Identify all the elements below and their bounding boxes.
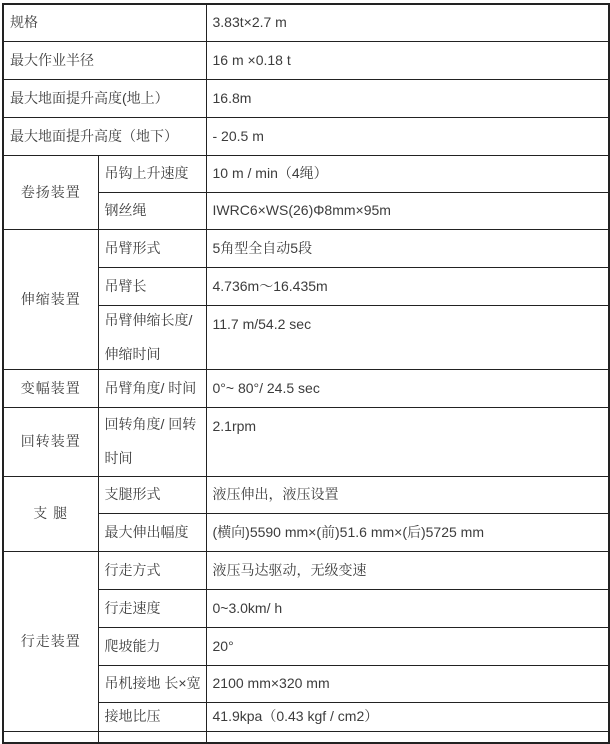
spec-value: 16.8m [206, 79, 609, 117]
spec-value: (横向)5590 mm×(前)51.6 mm×(后)5725 mm [206, 513, 609, 551]
section-label: 卷扬装置 [3, 155, 98, 229]
spec-value: 41.9kpa（0.43 kgf / cm2） [206, 702, 609, 731]
table-row [3, 476, 609, 513]
spec-label: 支腿形式 [98, 476, 206, 513]
section-label: 变幅装置 [3, 369, 98, 407]
spec-label: 吊臂角度/ 时间 [98, 369, 206, 407]
table-row [3, 407, 609, 476]
spec-label: 行走速度 [98, 589, 206, 627]
crane-spec-table [2, 3, 610, 744]
spec-label: 吊机接地 长×宽 [98, 665, 206, 702]
spec-value: 液压马达驱动，无级变速 [206, 551, 609, 589]
section-label: 行走装置 [3, 551, 98, 731]
spec-label: 接地比压 [98, 702, 206, 731]
table-row [3, 155, 609, 192]
spec-label: 钢丝绳 [98, 192, 206, 229]
table-row [3, 41, 609, 79]
spec-label: 最大伸出幅度 [98, 513, 206, 551]
spec-value: 2.1rpm [206, 407, 609, 476]
section-label: 支 腿 [3, 476, 98, 551]
table-row [3, 117, 609, 155]
table-row-partial [3, 731, 609, 743]
spec-value: - 20.5 m [206, 117, 609, 155]
spec-value: IWRC6×WS(26)Φ8mm×95m [206, 192, 609, 229]
spec-value: 5角型全自动5段 [206, 229, 609, 267]
spec-value-empty [206, 731, 609, 743]
spec-label-line: 回转角度/ 回转 [104, 416, 197, 432]
spec-label [98, 407, 206, 476]
spec-label-line: 伸缩时间 [104, 345, 161, 362]
spec-label: 最大地面提升高度(地上） [3, 79, 206, 117]
table-row [3, 369, 609, 407]
spec-value: 0~3.0km/ h [206, 589, 609, 627]
spec-value: 4.736m～16.435m [206, 267, 609, 305]
spec-label: 行走方式 [98, 551, 206, 589]
spec-label [98, 305, 206, 369]
spec-value: 16 m ×0.18 t [206, 41, 609, 79]
table-row [3, 229, 609, 267]
spec-value: 0°~ 80°/ 24.5 sec [206, 369, 609, 407]
table-row [3, 79, 609, 117]
spec-label-empty [98, 731, 206, 743]
table-row [3, 4, 609, 41]
spec-label: 吊臂长 [98, 267, 206, 305]
section-label: 伸缩装置 [3, 229, 98, 369]
spec-label: 吊臂形式 [98, 229, 206, 267]
spec-label: 最大地面提升高度（地下） [3, 117, 206, 155]
spec-label-line: 吊臂伸缩长度/ [104, 311, 193, 328]
section-label-empty [3, 731, 98, 743]
spec-value: 20° [206, 627, 609, 665]
spec-label: 爬坡能力 [98, 627, 206, 665]
spec-label: 规格 [3, 4, 206, 41]
section-label: 回转装置 [3, 407, 98, 476]
table-row [3, 551, 609, 589]
spec-value: 2100 mm×320 mm [206, 665, 609, 702]
spec-label: 吊钩上升速度 [98, 155, 206, 192]
spec-label: 最大作业半径 [3, 41, 206, 79]
spec-value: 3.83t×2.7 m [206, 4, 609, 41]
spec-value: 10 m / min（4绳） [206, 155, 609, 192]
spec-value: 液压伸出，液压设置 [206, 476, 609, 513]
spec-value: 11.7 m/54.2 sec [206, 305, 609, 369]
spec-label-line: 时间 [104, 450, 133, 466]
